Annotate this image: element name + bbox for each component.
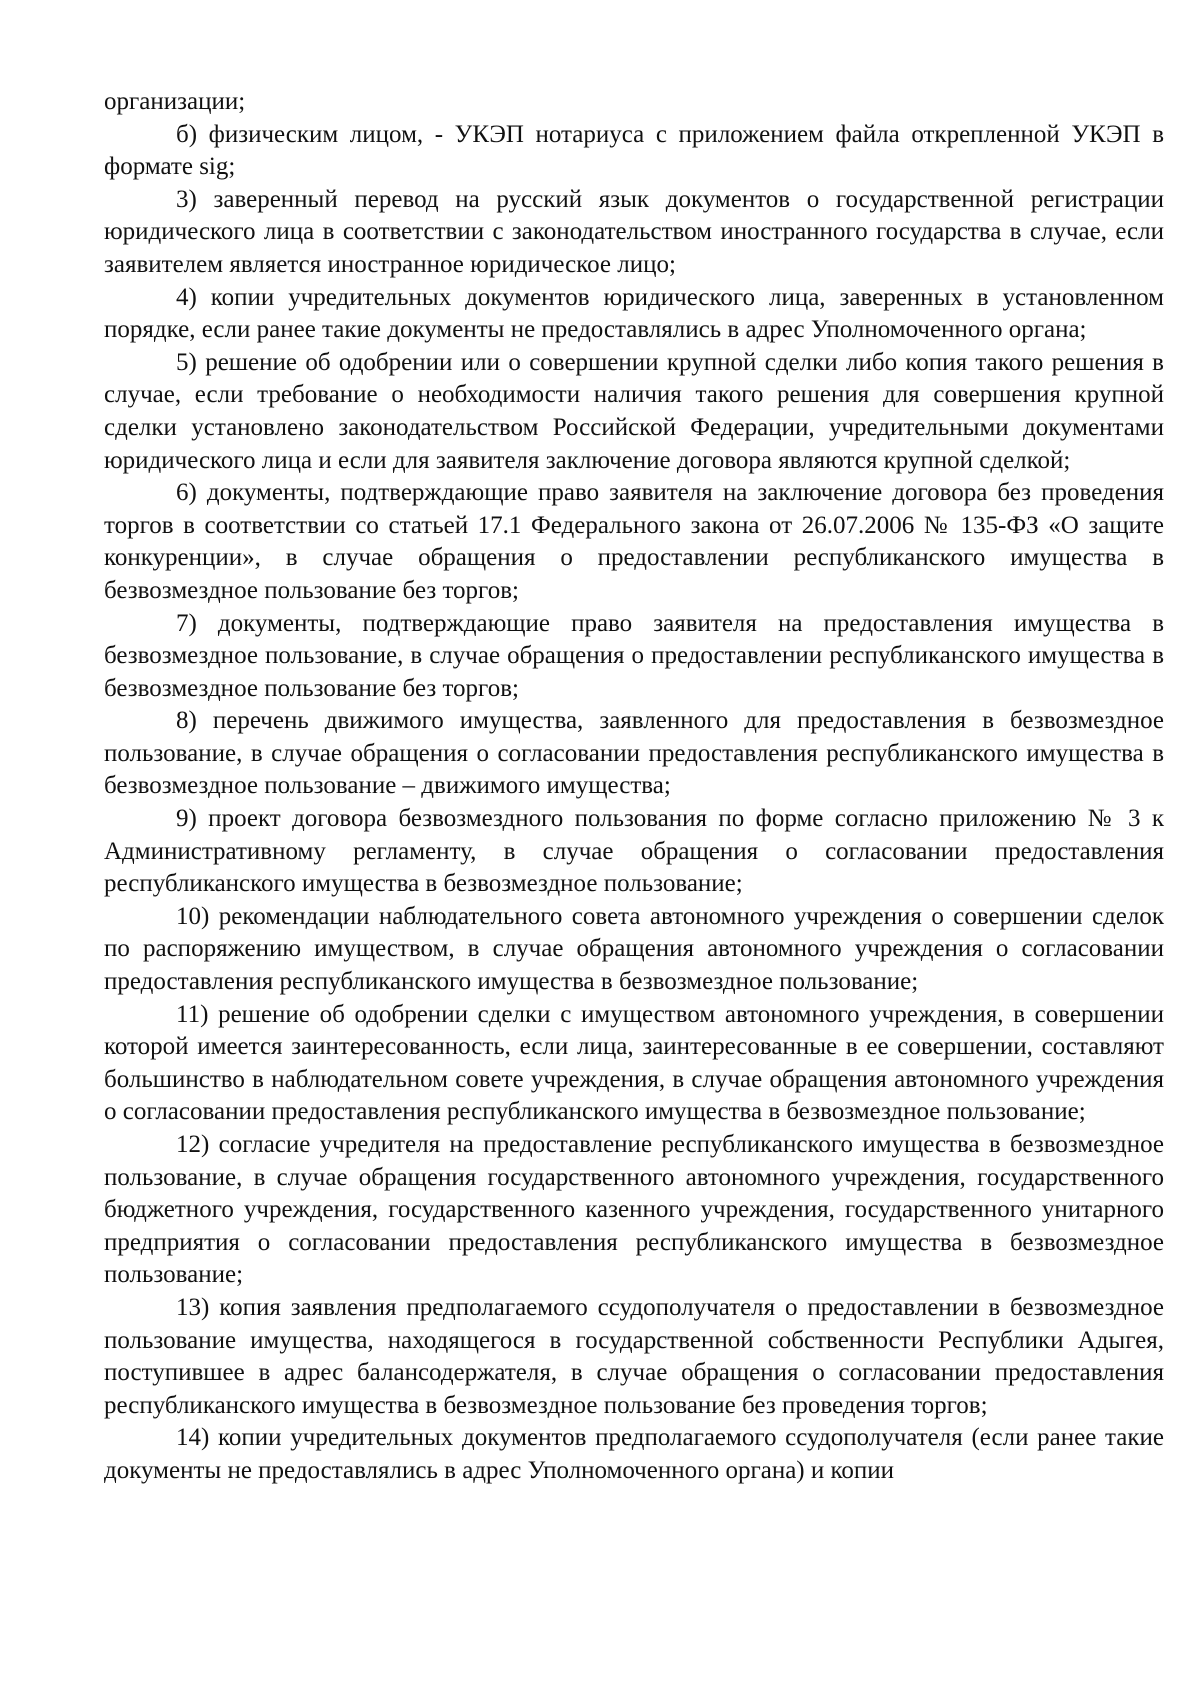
paragraph-item-10: 10) рекомендации наблюдательного совета автономного учреждения о совершении сделок по распоряжению имуществом, в случае обращения автономного учреждения о согласовании предоставления республиканского имущества в безвозмездное пользование;	[104, 902, 1164, 996]
paragraph-item-14: 14) копии учредительных документов предполагаемого ссудополучателя (если ранее такие документы не предоставлялись в адрес Уполномоченного органа) и копии	[104, 1424, 1164, 1484]
paragraph-item-b: б) физическим лицом, - УКЭП нотариуса с приложением файла открепленной УКЭП в формате sig;	[104, 120, 1164, 181]
paragraph-item-3: 3) заверенный перевод на русский язык документов о государственной регистрации юридического лица в соответствии с законодательством иностранного государства в случае, если заявителем является иностранное юридическое лицо;	[104, 185, 1164, 278]
paragraph-item-12: 12) согласие учредителя на предоставление республиканского имущества в безвозмездное пользование, в случае обращения государственного автономного учреждения, государственного бюджетного учреждения, государственного казенного учреждения, государственного унитарного предприятия о согласовании предоставления республиканского имущества в безвозмездное пользование;	[104, 1131, 1164, 1289]
paragraph-item-9: 9) проект договора безвозмездного пользования по форме согласно приложению № 3 к Административному регламенту, в случае обращения о согласовании предоставления республиканского имущества в безвозмездное пользование;	[104, 805, 1164, 898]
paragraph-item-7: 7) документы, подтверждающие право заявителя на предоставления имущества в безвозмездное пользование, в случае обращения о предоставлении республиканского имущества в безвозмездное пользование без торгов;	[104, 609, 1164, 702]
paragraph-item-13: 13) копия заявления предполагаемого ссудополучателя о предоставлении в безвозмездное пользование имущества, находящегося в государственной собственности Республики Адыгея, поступившее в адрес балансодержателя, в случае обращения о согласовании предоставления республиканского имущества в безвозмездное пользование без проведения торгов;	[104, 1293, 1164, 1419]
paragraph-item-8: 8) перечень движимого имущества, заявленного для предоставления в безвозмездное пользование, в случае обращения о согласовании предоставления республиканского имущества в безвозмездное пользование – движимого имущества;	[104, 707, 1164, 800]
paragraph-item-6: 6) документы, подтверждающие право заявителя на заключение договора без проведения торгов в соответствии со статьей 17.1 Федерального закона от 26.07.2006 № 135-ФЗ «О защите конкуренции», в случае обращения о предоставлении республиканского имущества в безвозмездное пользование без торгов;	[104, 479, 1164, 604]
paragraph-item-11: 11) решение об одобрении сделки с имуществом автономного учреждения, в совершении которой имеется заинтересованность, если лица, заинтересованные в ее совершении, составляют большинство в наблюдательном совете учреждения, в случае обращения автономного учреждения о согласовании предоставления республиканского имущества в безвозмездное пользование;	[104, 1000, 1164, 1126]
document-body	[104, 86, 1164, 1488]
paragraph-item-4: 4) копии учредительных документов юридического лица, заверенных в установленном порядке, если ранее такие документы не предоставлялись в адрес Уполномоченного органа;	[104, 283, 1164, 344]
paragraph-item-5: 5) решение об одобрении или о совершении крупной сделки либо копия такого решения в случае, если требование о необходимости наличия такого решения для совершения крупной сделки установлено законодательством Российской Федерации, учредительными документами юридического лица и если для заявителя заключение договора являются крупной сделкой;	[104, 348, 1164, 474]
paragraph-continued: организации;	[104, 88, 246, 115]
